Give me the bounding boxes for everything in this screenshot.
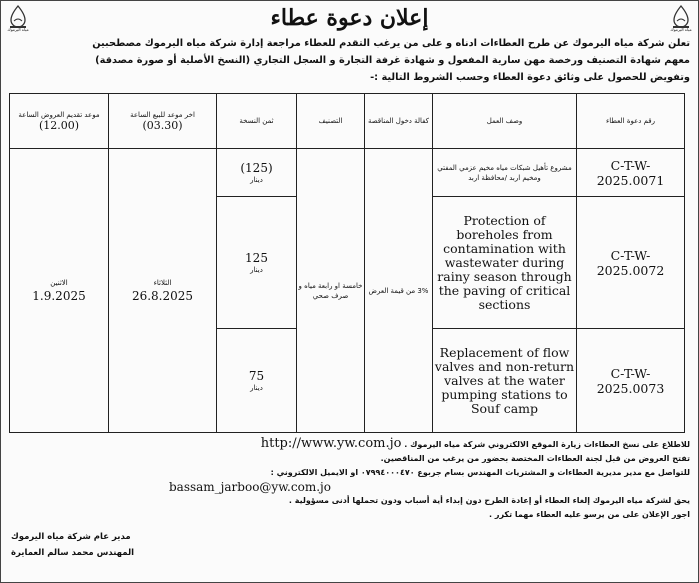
price-value: (125) — [240, 160, 273, 175]
website-link[interactable]: http://www.yw.com.jo — [260, 436, 402, 451]
footer-notes — [9, 437, 690, 522]
classification-cell: خامسة او رابعة مياه و صرف صحي — [297, 149, 365, 433]
ref-cell: C-T-W-2025.0073 — [577, 329, 685, 433]
tender-table — [9, 93, 685, 433]
price-cell — [217, 197, 297, 329]
table-row — [10, 149, 685, 197]
desc-cell: Protection of boreholes from contamination with wastewater during rainy season through the paving of critical sections — [433, 197, 577, 329]
sale-date: 26.8.2025 — [131, 288, 194, 303]
footer-line: يحق لشركة مياه اليرموك إلغاء العطاء أو إعادة الطرح دون إبداء أية أسباب ودون تحملها أدنى مسؤولية . — [288, 496, 690, 505]
price-value: 75 — [248, 368, 265, 383]
bond-cell: 3% من قيمة العرض — [365, 149, 433, 433]
email-link[interactable]: bassam_jarboo@yw.com.jo — [169, 480, 331, 494]
signature-name: المهندس محمد سالم العمايرة — [11, 548, 135, 558]
logo-right-caption: مياه اليرموك — [670, 27, 692, 32]
price-currency: دينار — [250, 383, 263, 392]
deadline-date: 1.9.2025 — [32, 288, 86, 303]
ref-cell: C-T-W-2025.0072 — [577, 197, 685, 329]
intro-line: تعلن شركة مياه اليرموك عن طرح العطاءات ادناه و على من يرغب التقدم للعطاء مراجعة إدارة شركة مياه اليرموك مصطحبين — [92, 38, 690, 49]
header-deadline-time: (12.00) — [38, 118, 80, 132]
footer-line: اجور الإعلان على من يرسو عليه العطاء مهما تكرر . — [489, 510, 690, 519]
header-desc: وصف العمل — [433, 94, 577, 149]
header-sale-time: (03.30) — [142, 118, 183, 132]
footer-text: للاطلاع على نسخ العطاءات زيارة الموقع الالكتروني شركة مياه اليرموك . — [404, 440, 690, 449]
signature-block — [11, 529, 134, 561]
header-sale — [109, 94, 217, 149]
page-title: إعلان دعوة عطاء — [270, 5, 429, 31]
header-deadline-label: موعد تقديم العروض الساعة — [18, 110, 100, 119]
header — [1, 1, 698, 35]
price-currency: دينار — [250, 265, 263, 274]
ref-cell: C-T-W-2025.0071 — [577, 149, 685, 197]
sale-date-cell — [109, 149, 217, 433]
header-class: التصنيف — [297, 94, 365, 149]
price-cell — [217, 329, 297, 433]
logo-left-caption: مياه اليرموك — [7, 27, 29, 32]
footer-line: للتواصل مع مدير مديرية العطاءات و المشتريات المهندس بسام جربوع ٠٧٩٩٤٠٠٠٤٧٠ او الايميل الالكتروني : — [270, 468, 690, 477]
deadline-day: الاثنين — [50, 278, 68, 287]
header-deadline — [10, 94, 109, 149]
header-bond: كفالة دخول المناقصة — [365, 94, 433, 149]
footer-line — [9, 437, 690, 452]
intro-paragraph — [7, 35, 690, 86]
header-price: ثمن النسخة — [217, 94, 297, 149]
desc-cell: مشروع تأهيل شبكات مياه مخيم عزمي المفتي ومخيم اربد /محافظة اربد — [433, 149, 577, 197]
sale-day: الثلاثاء — [153, 278, 172, 287]
intro-line: وتفويض للحصول على وثائق دعوة العطاء وحسب الشروط التالية :- — [370, 72, 690, 83]
desc-cell: Replacement of flow valves and non-return valves at the water pumping stations to Souf camp — [433, 329, 577, 433]
price-cell — [217, 149, 297, 197]
table-header-row — [10, 94, 685, 149]
deadline-date-cell — [10, 149, 109, 433]
price-currency: دينار — [250, 175, 263, 184]
price-value: 125 — [245, 250, 268, 265]
signature-title: مدير عام شركة مياه اليرموك — [11, 532, 131, 542]
header-sale-label: اخر موعد للبيع الساعة — [130, 110, 195, 119]
footer-line: تفتح العروض من قبل لجنة العطاءات المختصة بحضور من يرغب من المناقصين. — [380, 454, 690, 463]
intro-line: معهم شهادة التصنيف ورخصة مهن سارية المفعول و شهادة غرفة التجارة و السجل التجاري (النسخ الأصلية أو صورة مصدقة) — [95, 55, 690, 66]
header-ref: رقم دعوة العطاء — [577, 94, 685, 149]
